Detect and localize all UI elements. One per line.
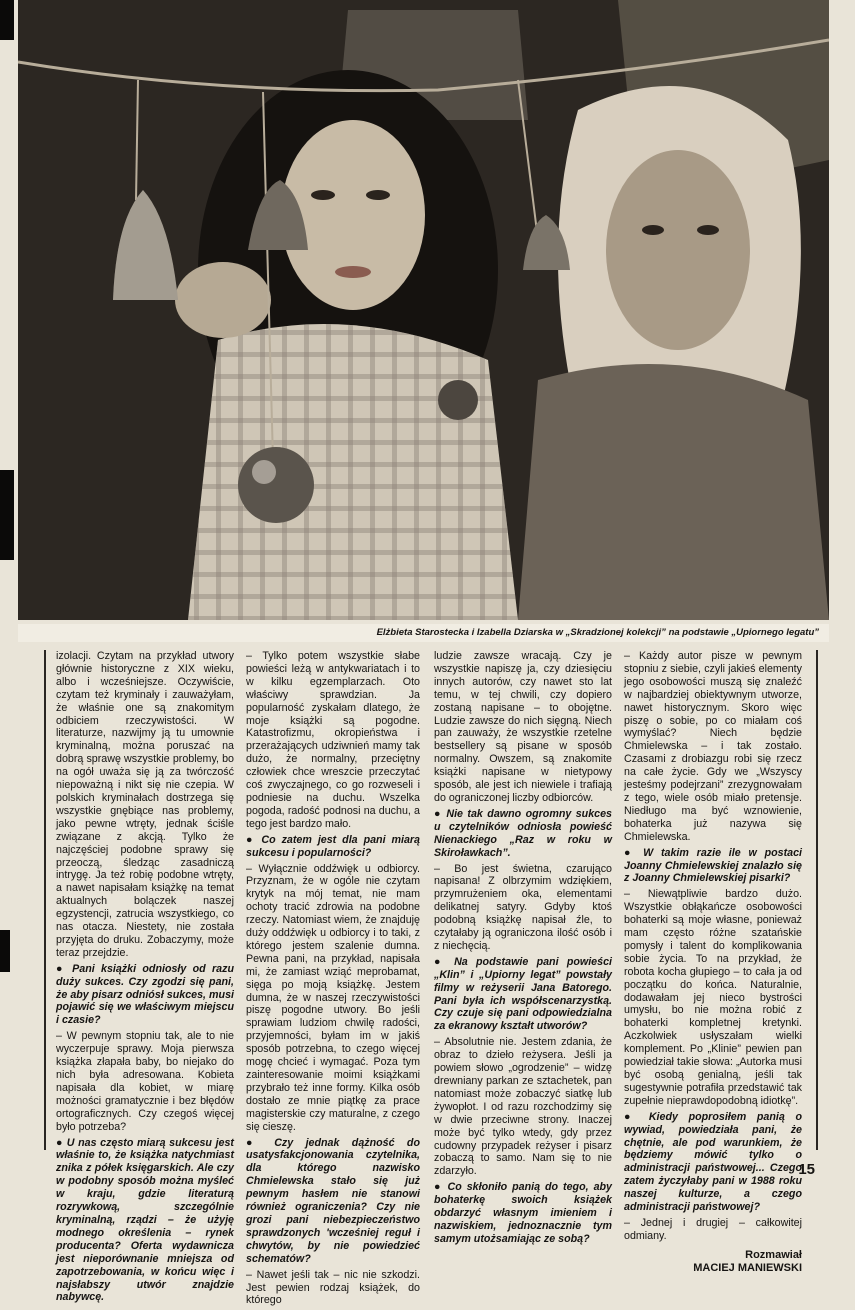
interview-question: ● Co skłoniło panią do tego, aby bohaterkę swoich książek obdarzyć własnym imieniem i nazwiskiem, jednoznacznie tym samym utożsamiając ze sobą? — [434, 1181, 612, 1246]
photo — [18, 0, 829, 620]
paragraphs-container — [624, 650, 802, 1243]
interview-question: ● Kiedy poprosiłem panią o wywiad, powiedziała pani, że chętnie, ale pod warunkiem, że będziemy mówić tylko o administracji państwowej... Czego zatem życzyłaby pani w 1988 roku naszej kulturze, a czego administracji państwowej? — [624, 1111, 802, 1214]
byline-label: Rozmawiał — [745, 1248, 802, 1261]
photo-illustration — [18, 0, 829, 620]
article-column-3 — [434, 650, 612, 1249]
interview-answer: – Każdy autor pisze w pewnym stopniu z siebie, czyli jakieś elementy jego osobowości muszą się znaleźć w najbardziej obiektywnym utworze, nawet historycznym. Skoro więc piszę o sobie, po co miałam coś wymyślać? Niech będzie Chmielewska – i tak zostało. Czasami z drobiazgu robi się rzecz na całe życie. Gdy we „Wszyscy jesteśmy podejrzani” zrezygnowałam z tego, wiele osób miało pretensje. Niedługo ma być wznowienie, bohaterka już nazywa się Chmielewska. — [624, 650, 802, 843]
interview-answer: izolacji. Czytam na przykład utwory głównie historyczne z XIX wieku, albo i wcześniejsze. Oczywiście, czytam też kryminały i zauważyłam, że właśnie one są znakomitym odbiciem rzeczywistości. W literaturze, nazwijmy ją tu umownie kryminalną, można poruszać na dobrą sprawę wszystkie problemy, bo na ogół uważa się ją za twórczość niepoważną i nikt się nie czepia. W polskich kryminałach dostrzega się wszystkie gnębiące nas problemy, jako pewne wtręty, jednak ściśle związane z akcją. Tylko że najczęściej podobne sprawy się przeoczą, śledząc zasadniczą intrygę. Ja też robię podobne wtręty, a nawet napisałam książkę na temat aktualnych bolączek naszej egzystencji, zatrucia wszystkiego, co nas otacza. Niestety, nie została przyjęta do druku. Zobaczymy, może teraz przejdzie. — [56, 650, 234, 959]
page-number: 15 — [798, 1161, 815, 1178]
interview-answer: – Nawet jeśli tak – nic nie szkodzi. Jest pewien rodzaj książek, do którego — [246, 1268, 420, 1307]
edge-bar-middle — [0, 470, 14, 560]
edge-bar-top — [0, 0, 14, 40]
interview-question: ● Nie tak dawno ogromny sukces u czytelników odniosła powieść Nienackiego „Raz w roku w Skiroławkach”. — [434, 808, 612, 860]
interview-answer: – Bo jest świetna, czarująco napisana! Z olbrzymim wdziękiem, przymrużeniem oka, elementami delikatnej satyry. Gdyby ktoś podobną książkę napisał źle, to czytałaby ją ograniczona ilość osób i z niechęcią. — [434, 862, 612, 952]
byline-author: MACIEJ MANIEWSKI — [693, 1261, 802, 1274]
interview-answer: – Absolutnie nie. Jestem zdania, że obraz to dzieło reżysera. Jeśli ja powiem słowo „ogrodzenie” – widzę drewniany parkan ze sztachetek, pan natomiast może zobaczyć siatkę lub żywopłot. I od razu rozchodzimy się w dwie przeciwne strony. Inaczej może być tylko wtedy, gdy przez cudowny przypadek reżyser i pisarz zobaczą to samo. Nam się to nie zdarzyło. — [434, 1036, 612, 1178]
interview-question: ● Na podstawie pani powieści „Klin” i „Upiorny legat” powstały filmy w reżyserii Jana Batorego. Pani była ich współscenarzystką. Czy czuje się pani odpowiedzialna za ekranowy kształt utworów? — [434, 956, 612, 1033]
edge-bar-lower — [0, 930, 10, 972]
interview-question: ● Co zatem jest dla pani miarą sukcesu i popularności? — [246, 834, 420, 860]
interview-answer: – Wyłącznie oddźwięk u odbiorcy. Przyznam, że w ogóle nie czytam krytyk na mój temat, nie mam ochoty tracić zdrowia na podobne rzeczy. Natomiast wiem, że znajduję duży oddźwięk u odbiorcy i to taki, z którego jestem szalenie dumna. Pewna pani, na przykład, napisała mi, że zamiast wziąć meprobamat, sięga po moją książkę. Jestem dumna, że w naszej rzeczywistości piszę pogodne utwory. Bo jeśli sprawiam ludziom chwilę radości, przyjemności, byłam im w jakiś sposób potrzebna, to czego więcej mogę chcieć i wymagać. Poza tym zainteresowanie moimi książkami przybrało też inne formy. Kilka osób dostało ze mnie piątkę za prace magisterskie czy maturalne, z czego się cieszę. — [246, 862, 420, 1133]
interview-question: ● W takim razie ile w postaci Joanny Chmielewskiej znalazło się z Joanny Chmielewskiej pisarki? — [624, 847, 802, 886]
interview-answer: – Niewątpliwie bardzo dużo. Wszystkie obłąkańcze osobowości bohaterki są moje własne, ponieważ mam często różne szatańskie pomysły i talent do komplikowania sobie życia. To na przykład, że robota kocha głupiego – to cała ja od początku do końca. Naturalnie, dodawałam jej nieco bystrości umysłu, bo nie można robić z bohaterki kompletnej kretynki. Aczkolwiek usłyszałam wielki komplement. Po „Klinie” pewien pan powiedział takie słowa: „Autorka musi być osobą genialną, jeśli tak sugestywnie potrafiła przedstawić tak zupełnie nieprawdopodobną idiotkę”. — [624, 888, 802, 1107]
article-column-4 — [624, 650, 802, 1275]
byline — [624, 1249, 802, 1275]
interview-question: ● Czy jednak dążność do usatysfakcjonowania czytelnika, dla którego nazwisko Chmielewska stało się już pewnym hasłem nie stanowi również ograniczenia? Czy nie grozi pani niebezpieczeństwo sprawdzonych 'wcześniej reguł i chwytów, by nie powiedzieć schematów? — [246, 1137, 420, 1266]
interview-question: ● U nas często miarą sukcesu jest właśnie to, że książka natychmiast znika z półek księgarskich. Ale czy w podobny sposób można myśleć w kraju, gdzie literaturą rozrywkową, szczególnie kryminalną, rządzi – że użyję modnego określenia – rynek producenta? Oferta wydawnicza jest nieporównanie mniejsza od zapotrzebowania, w końcu więc i najsłabszy utwór znajdzie nabywcę. — [56, 1137, 234, 1305]
article-column-2 — [246, 650, 420, 1310]
column-rule-right — [816, 650, 818, 1150]
interview-answer: – Tylko potem wszystkie słabe powieści leżą w antykwariatach i to w kilku egzemplarzach. Oto właściwy sprawdzian. Ja popularność zyskałam dlatego, że moje książki są pogodne. Katastrofizmu, okropieństwa i przerażających udziwnień mamy tak dużo, że normalny, przeciętny człowiek chce wreszcie przeczytać coś zwyczajnego, co go rozweseli i podniesie na duchu. Wszelka pogoda, radość podnosi na duchu, a tego jest bardzo mało. — [246, 650, 420, 830]
interview-question: ● Pani książki odniosły od razu duży sukces. Czy zgodzi się pani, że aby pisarz odniósł sukces, musi pojawić się we właściwym miejscu i czasie? — [56, 963, 234, 1028]
article-column-1 — [56, 650, 234, 1307]
interview-answer: ludzie zawsze wracają. Czy je wszystkie napiszę ja, czy dziesięciu innych autorów, czy nawet sto lat temu, w tej chwili, czy dopiero zostaną napisane – to obojętne. Ludzie zawsze do nich sięgną. Niech pan zauważy, że wszystkie rzetelne bestsellery są pisane w sposób normalny. Owszem, są znakomite książki napisane w nietypowy sposób, ale jest ich niewiele i trafiają do ograniczonej liczby odbiorców. — [434, 650, 612, 804]
photo-caption: Elżbieta Starostecka i Izabella Dziarska w „Skradzionej kolekcji” na podstawie „Upiornego legatu” — [18, 624, 829, 642]
column-rule-left — [44, 650, 46, 1150]
interview-answer: – Jednej i drugiej – całkowitej odmiany. — [624, 1216, 802, 1242]
interview-answer: – W pewnym stopniu tak, ale to nie wyczerpuje sprawy. Moja pierwsza książka złapała baby, bo niejako do nich była adresowana. Kobieta napisała dla kobiet, w miarę możności gramatycznie i bez błędów ortograficznych. Czy czegoś więcej było potrzeba? — [56, 1030, 234, 1133]
